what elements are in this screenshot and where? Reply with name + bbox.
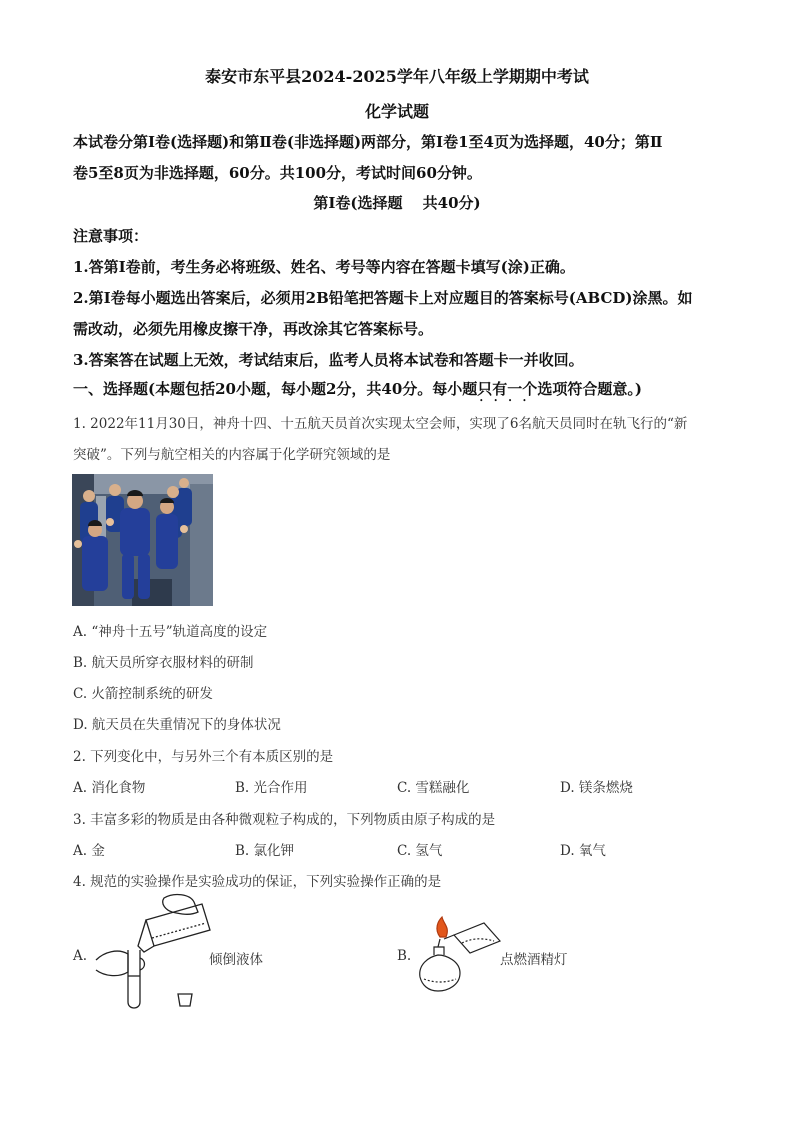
lighting-lamp-figure [414,915,504,995]
part1-heading-pre: 一、选择题(本题包括20小题，每小题2分，共40分。每小题 [73,380,478,398]
q2-option-b[interactable]: B. 光合作用 [235,780,308,796]
q1-option-a[interactable]: A. “神舟十五号”轨道高度的设定 [73,624,268,640]
q4-option-a-label: 倾倒液体 [209,952,263,968]
q2-stem: 2. 下列变化中，与另外三个有本质区别的是 [73,749,334,765]
section-heading: 第Ⅰ卷(选择题 共40分) [313,194,481,212]
q3-options [73,839,733,859]
exam-title: 泰安市东平县2024-2025学年八年级上学期期中考试 [205,67,589,86]
q2-option-a[interactable]: A. 消化食物 [73,780,146,796]
q3-option-c[interactable]: C. 氢气 [397,843,443,859]
exam-subject: 化学试题 [364,102,429,121]
q4-stem: 4. 规范的实验操作是实验成功的保证，下列实验操作正确的是 [73,874,442,890]
alcohol-lamp-illustration [414,915,504,995]
astronauts-photo [72,474,213,606]
notice-heading: 注意事项： [73,227,149,245]
part1-heading-post: 选项符合题意。) [537,380,642,398]
q2-options [73,776,733,796]
q1-stem-line-2: 突破”。下列与航空相关的内容属于化学研究领域的是 [73,447,391,463]
q3-option-b[interactable]: B. 氯化钾 [235,843,295,859]
q3-stem: 3. 丰富多彩的物质是由各种微观粒子构成的，下列物质由原子构成的是 [73,812,496,828]
intro-line-1: 本试卷分第Ⅰ卷(选择题)和第Ⅱ卷(非选择题)两部分，第Ⅰ卷1至4页为选择题，40分；第Ⅱ [73,133,663,151]
notice-item-3: 3.答案答在试题上无效，考试结束后，监考人员将本试卷和答题卡一并收回。 [73,351,584,369]
q4-option-a-letter[interactable]: A. [73,948,88,964]
notice-item-1: 1.答第Ⅰ卷前，考生务必将班级、姓名、考号等内容在答题卡填写(涂)正确。 [73,258,575,276]
q4-option-b-letter[interactable]: B. [397,948,412,964]
notice-item-2-line-1: 2.第Ⅰ卷每小题选出答案后，必须用2B铅笔把答题卡上对应题目的答案标号(ABCD)涂黑。如 [73,289,693,307]
q4-option-b-label: 点燃酒精灯 [500,952,568,968]
q1-option-c[interactable]: C. 火箭控制系统的研发 [73,686,213,702]
part1-heading [73,378,642,399]
q1-option-b[interactable]: B. 航天员所穿衣服材料的研制 [73,655,254,671]
pouring-liquid-illustration [94,890,214,1015]
q1-stem-line-1: 1. 2022年11月30日，神舟十四、十五航天员首次实现太空会师，实现了6名航天员同时在轨飞行的“新 [73,416,688,432]
intro-line-2: 卷5至8页为非选择题，60分。共100分，考试时间60分钟。 [73,164,482,182]
pouring-liquid-figure [94,890,214,1015]
astronauts-photo-image [72,474,213,606]
notice-item-2-line-2: 需改动，必须先用橡皮擦干净，再改涂其它答案标号。 [73,320,434,338]
q2-option-c[interactable]: C. 雪糕融化 [397,780,470,796]
q3-option-a[interactable]: A. 金 [73,843,105,859]
part1-heading-emphasis: 只有一个 • • • • [477,380,537,398]
q1-option-d[interactable]: D. 航天员在失重情况下的身体状况 [73,717,281,733]
q2-option-d[interactable]: D. 镁条燃烧 [560,780,633,796]
q3-option-d[interactable]: D. 氧气 [560,843,606,859]
